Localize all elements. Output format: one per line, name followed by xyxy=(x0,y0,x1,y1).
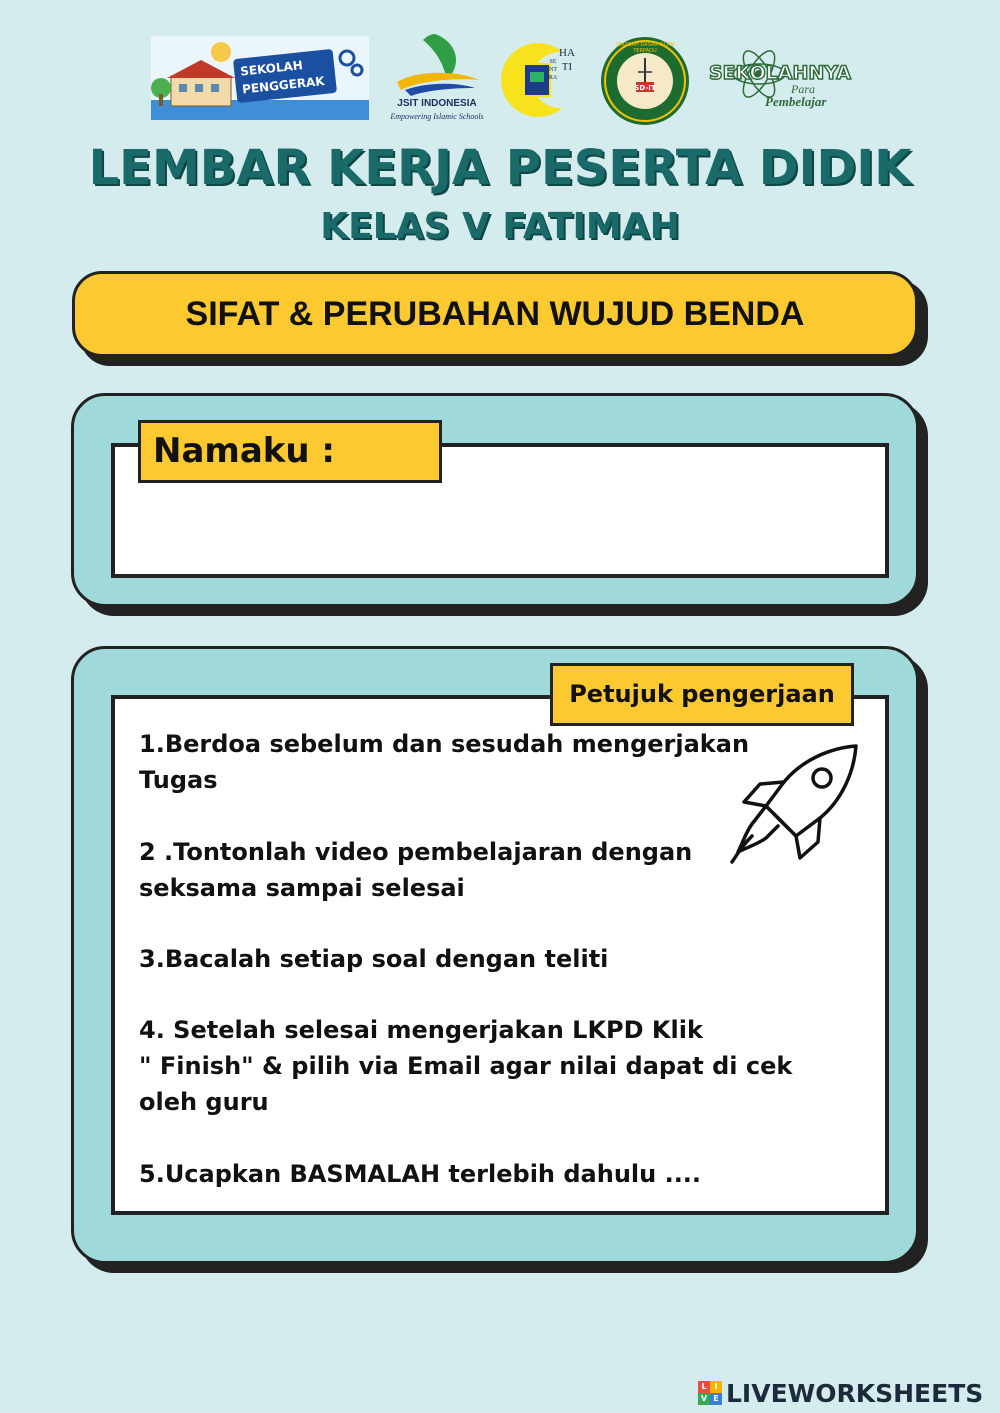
jsit-logo xyxy=(387,32,487,127)
mark-letter-e: E xyxy=(710,1393,722,1405)
liveworksheets-watermark xyxy=(698,1376,983,1410)
hati-logo xyxy=(500,38,580,122)
instructions-label: Petujuk pengerjaan xyxy=(550,663,854,726)
page-subtitle: KELAS V FATIMAH xyxy=(320,206,680,247)
topic-banner: SIFAT & PERUBAHAN WUJUD BENDA xyxy=(72,271,918,357)
sekolahnya-sub1: Para xyxy=(791,82,815,96)
mark-letter-i: I xyxy=(710,1381,722,1393)
mark-letter-l: L xyxy=(698,1381,710,1393)
rocket-icon xyxy=(722,740,862,870)
instruction-step-3: 3.Bacalah setiap soal dengan teliti xyxy=(139,945,609,973)
instruction-step-5: 5.Ucapkan BASMALAH terlebih dahulu .... xyxy=(139,1160,702,1188)
liveworksheets-brand: LIVEWORKSHEETS xyxy=(726,1378,984,1408)
instruction-step-4: 4. Setelah selesai mengerjakan LKPD Klik " Finish" & pilih via Email agar nilai dapat di cek oleh guru xyxy=(139,1016,793,1116)
sekolahnya-logo xyxy=(707,38,851,118)
jsit-name: JSIT INDONESIA xyxy=(397,98,477,109)
sekolahnya-sub2: Pembelajar xyxy=(765,94,827,109)
sdit-center-text: SD-IT xyxy=(634,84,656,92)
jsit-leaf-icon xyxy=(387,32,487,98)
sdit-ring-text: SEKOLAH DASAR ISLAM TERPADU xyxy=(615,42,675,54)
hati-text: HATI xyxy=(559,47,575,73)
instruction-step-1: 1.Berdoa sebelum dan sesudah mengerjakan Tugas xyxy=(139,730,750,794)
sekolahnya-wordmark: SEKOLAHNYA xyxy=(709,62,851,84)
jsit-tagline: Empowering Islamic Schools xyxy=(390,112,484,121)
instruction-step-2: 2 .Tontonlah video pembelajaran dengan seksama sampai selesai xyxy=(139,838,693,902)
sekolah-penggerak-line2: PENGGERAK xyxy=(241,73,326,97)
liveworksheets-mark-icon xyxy=(698,1381,722,1405)
hati-vertical-text: SENTRA xyxy=(548,59,558,81)
page-title: LEMBAR KERJA PESERTA DIDIK xyxy=(88,140,912,196)
name-label: Namaku : xyxy=(138,420,442,483)
sdit-logo xyxy=(598,36,692,126)
sekolah-penggerak-logo xyxy=(151,36,369,120)
mark-letter-v: V xyxy=(698,1393,710,1405)
sekolah-penggerak-line1: SEKOLAH xyxy=(239,58,304,79)
